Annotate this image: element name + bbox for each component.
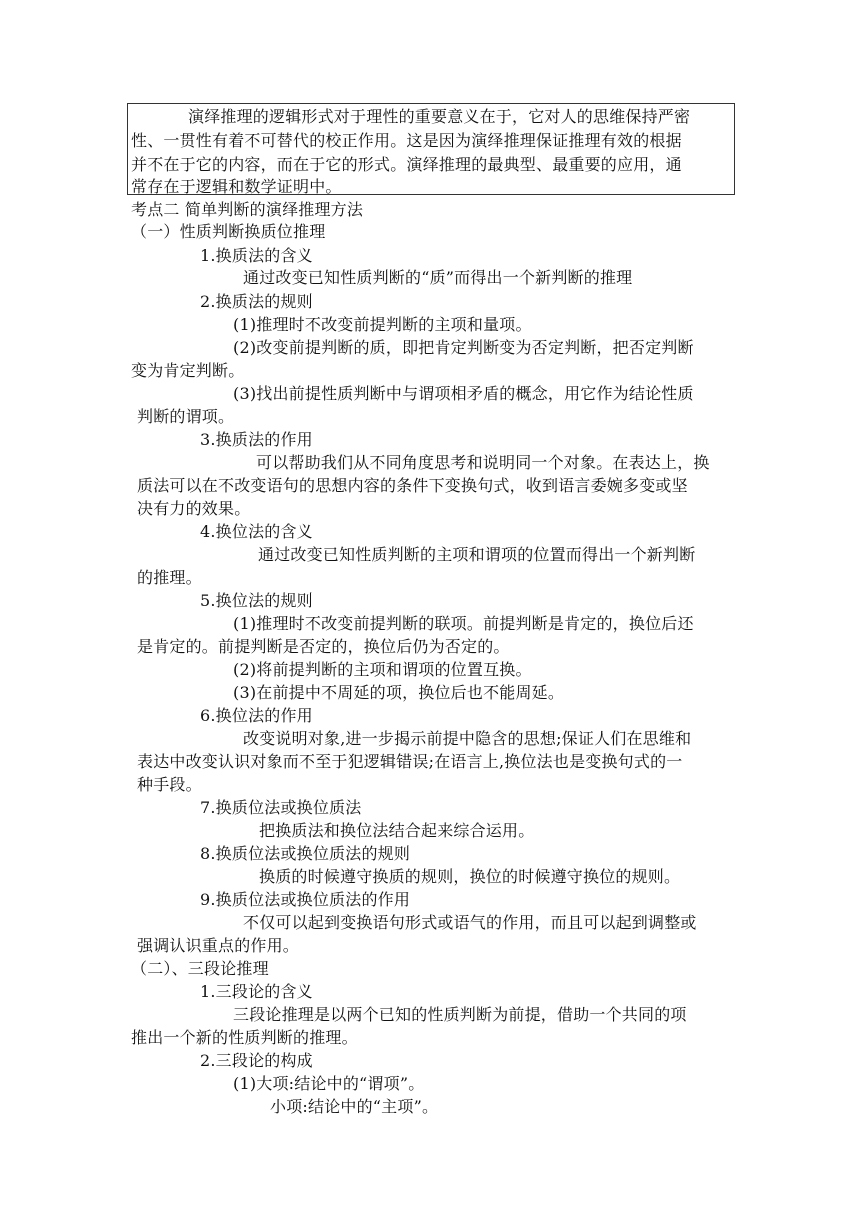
item-heading: 7.换质位法或换位质法: [200, 798, 362, 817]
paragraph-line: 推出一个新的性质判断的推理。: [131, 1028, 358, 1047]
paragraph-line: (3)找出前提性质判断中与谓项相矛盾的概念，用它作为结论性质: [233, 384, 694, 403]
paragraph-line: (1)大项:结论中的“谓项”。: [233, 1074, 425, 1093]
paragraph-line: 强调认识重点的作用。: [137, 936, 300, 955]
paragraph-line: 质法可以在不改变语句的思想内容的条件下变换句式，收到语言委婉多变或坚: [137, 476, 688, 495]
intro-line: 性、一贯性有着不可替代的校正作用。这是因为演绎推理保证推理有效的根据: [131, 131, 682, 150]
section-heading: 考点二 简单判断的演绎推理方法: [131, 200, 364, 219]
paragraph-line: 是肯定的。前提判断是否定的，换位后仍为否定的。: [137, 637, 510, 656]
paragraph-line: 通过改变已知性质判断的主项和谓项的位置而得出一个新判断: [258, 545, 696, 564]
paragraph-line: (2)将前提判断的主项和谓项的位置互换。: [233, 660, 532, 679]
paragraph-line: 决有力的效果。: [137, 499, 251, 518]
item-heading: 8.换质位法或换位质法的规则: [200, 844, 411, 863]
subsection-heading: （一）性质判断换质位推理: [131, 222, 326, 241]
paragraph-line: 把换质法和换位法结合起来综合运用。: [259, 821, 535, 840]
item-heading: 2.换质法的规则: [200, 292, 313, 311]
intro-line: 常存在于逻辑和数学证明中。: [131, 177, 342, 196]
paragraph-line: 种手段。: [137, 775, 202, 794]
paragraph-line: 三段论推理是以两个已知的性质判断为前提，借助一个共同的项: [233, 1005, 687, 1024]
paragraph-line: 换质的时候遵守换质的规则，换位的时候遵守换位的规则。: [259, 867, 681, 886]
subsection-heading: （二）、三段论推理: [131, 959, 269, 978]
item-heading: 2.三段论的构成: [200, 1051, 313, 1070]
item-heading: 4.换位法的含义: [200, 522, 313, 541]
paragraph-line: 表达中改变认识对象而不至于犯逻辑错误;在语言上,换位法也是变换句式的一: [137, 752, 683, 771]
paragraph-line: 小项:结论中的“主项”。: [270, 1097, 439, 1116]
item-heading: 5.换位法的规则: [200, 591, 313, 610]
item-heading: 6.换位法的作用: [200, 706, 313, 725]
paragraph-line: 的推理。: [137, 568, 202, 587]
paragraph-line: 通过改变已知性质判断的“质”而得出一个新判断的推理: [243, 268, 633, 287]
paragraph-line: (2)改变前提判断的质，即把肯定判断变为否定判断，把否定判断: [233, 338, 694, 357]
item-heading: 1.三段论的含义: [200, 982, 313, 1001]
item-heading: 1.换质法的含义: [200, 246, 313, 265]
intro-line: 并不在于它的内容，而在于它的形式。演绎推理的最典型、最重要的应用，通: [131, 155, 682, 174]
paragraph-line: (3)在前提中不周延的项，换位后也不能周延。: [233, 683, 565, 702]
item-heading: 3.换质法的作用: [200, 430, 313, 449]
intro-line: 演绎推理的逻辑形式对于理性的重要意义在于，它对人的思维保持严密: [188, 107, 691, 126]
paragraph-line: 可以帮助我们从不同角度思考和说明同一个对象。在表达上，换: [256, 453, 710, 472]
paragraph-line: (1)推理时不改变前提判断的主项和量项。: [233, 315, 532, 334]
paragraph-line: 变为肯定判断。: [131, 361, 245, 380]
item-heading: 9.换质位法或换位质法的作用: [200, 890, 411, 909]
paragraph-line: 不仅可以起到变换语句形式或语气的作用，而且可以起到调整或: [243, 913, 697, 932]
paragraph-line: (1)推理时不改变前提判断的联项。前提判断是肯定的，换位后还: [233, 614, 694, 633]
paragraph-line: 改变说明对象,进一步揭示前提中隐含的思想;保证人们在思维和: [243, 729, 692, 748]
paragraph-line: 判断的谓项。: [137, 407, 235, 426]
